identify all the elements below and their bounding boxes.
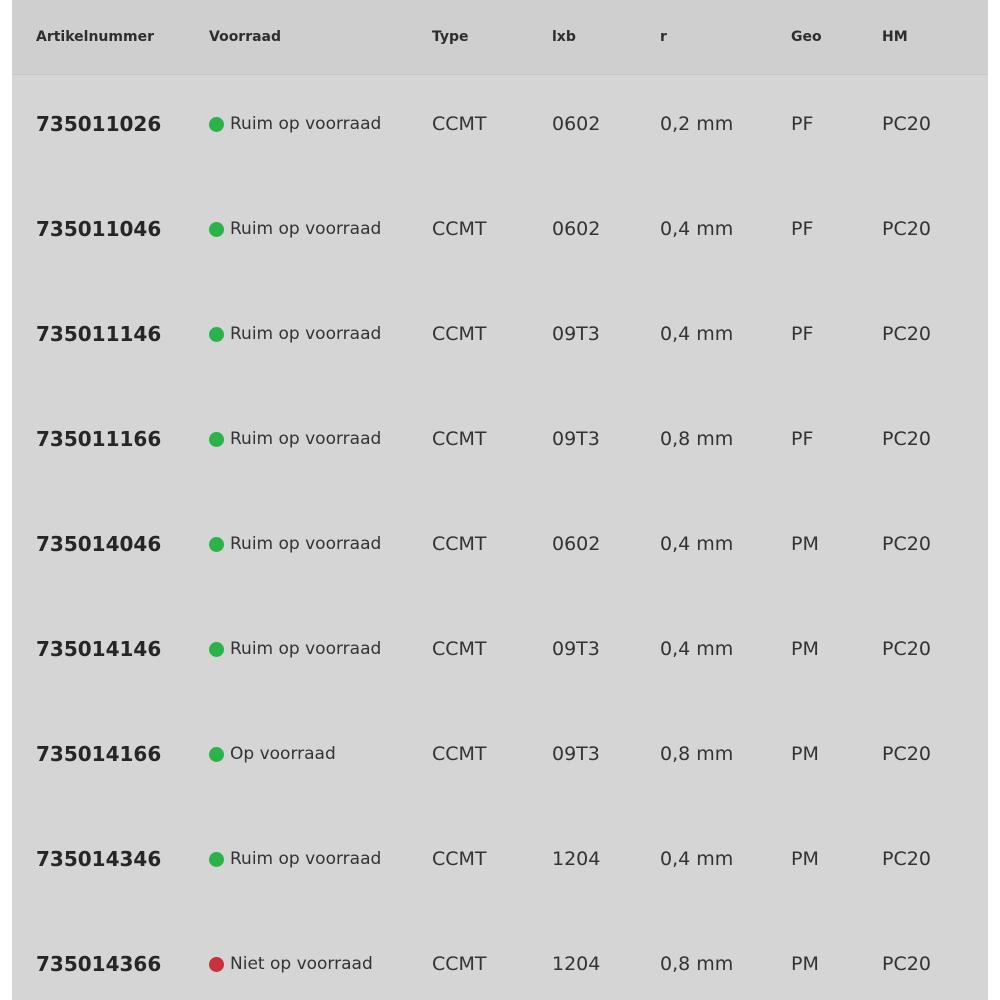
table-row[interactable]	[12, 703, 988, 808]
type-value: CCMT	[432, 848, 487, 870]
stock-status	[209, 428, 381, 450]
lxb-value: 09T3	[552, 743, 600, 765]
artikelnummer-link[interactable]: 735014166	[36, 742, 162, 766]
status-dot-icon	[209, 852, 224, 867]
table-row[interactable]	[12, 598, 988, 703]
artikelnummer-link[interactable]: 735011046	[36, 217, 162, 241]
lxb-value: 0602	[552, 218, 601, 240]
geo-value: PM	[791, 533, 819, 555]
table-row[interactable]	[12, 178, 988, 283]
radius-value: 0,4 mm	[660, 533, 734, 555]
column-header-geo[interactable]: Geo	[791, 29, 822, 45]
stock-status	[209, 953, 373, 975]
stock-status-label: Niet op voorraad	[230, 954, 373, 974]
lxb-value: 09T3	[552, 638, 600, 660]
geo-value: PM	[791, 953, 819, 975]
lxb-value: 0602	[552, 113, 601, 135]
geo-value: PF	[791, 218, 814, 240]
status-dot-icon	[209, 747, 224, 762]
radius-value: 0,8 mm	[660, 743, 734, 765]
stock-status-label: Ruim op voorraad	[230, 114, 382, 134]
type-value: CCMT	[432, 743, 487, 765]
column-header-type[interactable]: Type	[432, 29, 469, 45]
lxb-value: 1204	[552, 953, 601, 975]
radius-value: 0,4 mm	[660, 848, 734, 870]
hm-value: PC20	[882, 533, 931, 555]
stock-status	[209, 533, 381, 555]
status-dot-icon	[209, 642, 224, 657]
stock-status	[209, 743, 336, 765]
status-dot-icon	[209, 327, 224, 342]
hm-value: PC20	[882, 638, 931, 660]
column-header-lxb[interactable]: lxb	[552, 29, 576, 45]
artikelnummer-link[interactable]: 735014046	[36, 532, 162, 556]
stock-status-label: Ruim op voorraad	[230, 219, 382, 239]
stock-status	[209, 218, 381, 240]
type-value: CCMT	[432, 533, 487, 555]
status-dot-icon	[209, 222, 224, 237]
hm-value: PC20	[882, 113, 931, 135]
stock-status-label: Ruim op voorraad	[230, 324, 382, 344]
lxb-value: 09T3	[552, 428, 600, 450]
radius-value: 0,2 mm	[660, 113, 734, 135]
type-value: CCMT	[432, 323, 487, 345]
artikelnummer-link[interactable]: 735011166	[36, 427, 162, 451]
radius-value: 0,8 mm	[660, 953, 734, 975]
lxb-value: 0602	[552, 533, 601, 555]
geo-value: PM	[791, 638, 819, 660]
type-value: CCMT	[432, 953, 487, 975]
hm-value: PC20	[882, 218, 931, 240]
artikelnummer-link[interactable]: 735014366	[36, 952, 162, 976]
radius-value: 0,8 mm	[660, 428, 734, 450]
column-header-artikelnummer[interactable]: Artikelnummer	[36, 29, 154, 45]
artikelnummer-link[interactable]: 735014146	[36, 637, 162, 661]
status-dot-icon	[209, 957, 224, 972]
table-row[interactable]	[12, 808, 988, 913]
table-row[interactable]	[12, 73, 988, 178]
geo-value: PF	[791, 428, 814, 450]
stock-status-label: Ruim op voorraad	[230, 849, 382, 869]
type-value: CCMT	[432, 113, 487, 135]
status-dot-icon	[209, 432, 224, 447]
stock-status-label: Ruim op voorraad	[230, 429, 382, 449]
geo-value: PF	[791, 113, 814, 135]
hm-value: PC20	[882, 848, 931, 870]
column-header-voorraad[interactable]: Voorraad	[209, 29, 282, 45]
geo-value: PM	[791, 743, 819, 765]
status-dot-icon	[209, 117, 224, 132]
table-row[interactable]	[12, 388, 988, 493]
artikelnummer-link[interactable]: 735014346	[36, 847, 162, 871]
table-row[interactable]	[12, 283, 988, 388]
artikelnummer-link[interactable]: 735011146	[36, 322, 162, 346]
type-value: CCMT	[432, 428, 487, 450]
column-header-hm[interactable]: HM	[882, 29, 908, 45]
hm-value: PC20	[882, 428, 931, 450]
lxb-value: 1204	[552, 848, 601, 870]
radius-value: 0,4 mm	[660, 323, 734, 345]
geo-value: PF	[791, 323, 814, 345]
product-table	[12, 0, 988, 1000]
geo-value: PM	[791, 848, 819, 870]
radius-value: 0,4 mm	[660, 638, 734, 660]
lxb-value: 09T3	[552, 323, 600, 345]
status-dot-icon	[209, 537, 224, 552]
stock-status	[209, 323, 381, 345]
stock-status-label: Ruim op voorraad	[230, 534, 382, 554]
table-row[interactable]	[12, 913, 988, 1000]
stock-status	[209, 848, 381, 870]
artikelnummer-link[interactable]: 735011026	[36, 112, 162, 136]
hm-value: PC20	[882, 323, 931, 345]
hm-value: PC20	[882, 953, 931, 975]
column-header-r[interactable]: r	[660, 29, 667, 45]
table-header	[12, 0, 988, 75]
stock-status	[209, 113, 381, 135]
stock-status	[209, 638, 381, 660]
radius-value: 0,4 mm	[660, 218, 734, 240]
table-row[interactable]	[12, 493, 988, 598]
stock-status-label: Op voorraad	[230, 744, 336, 764]
type-value: CCMT	[432, 638, 487, 660]
hm-value: PC20	[882, 743, 931, 765]
stock-status-label: Ruim op voorraad	[230, 639, 382, 659]
type-value: CCMT	[432, 218, 487, 240]
